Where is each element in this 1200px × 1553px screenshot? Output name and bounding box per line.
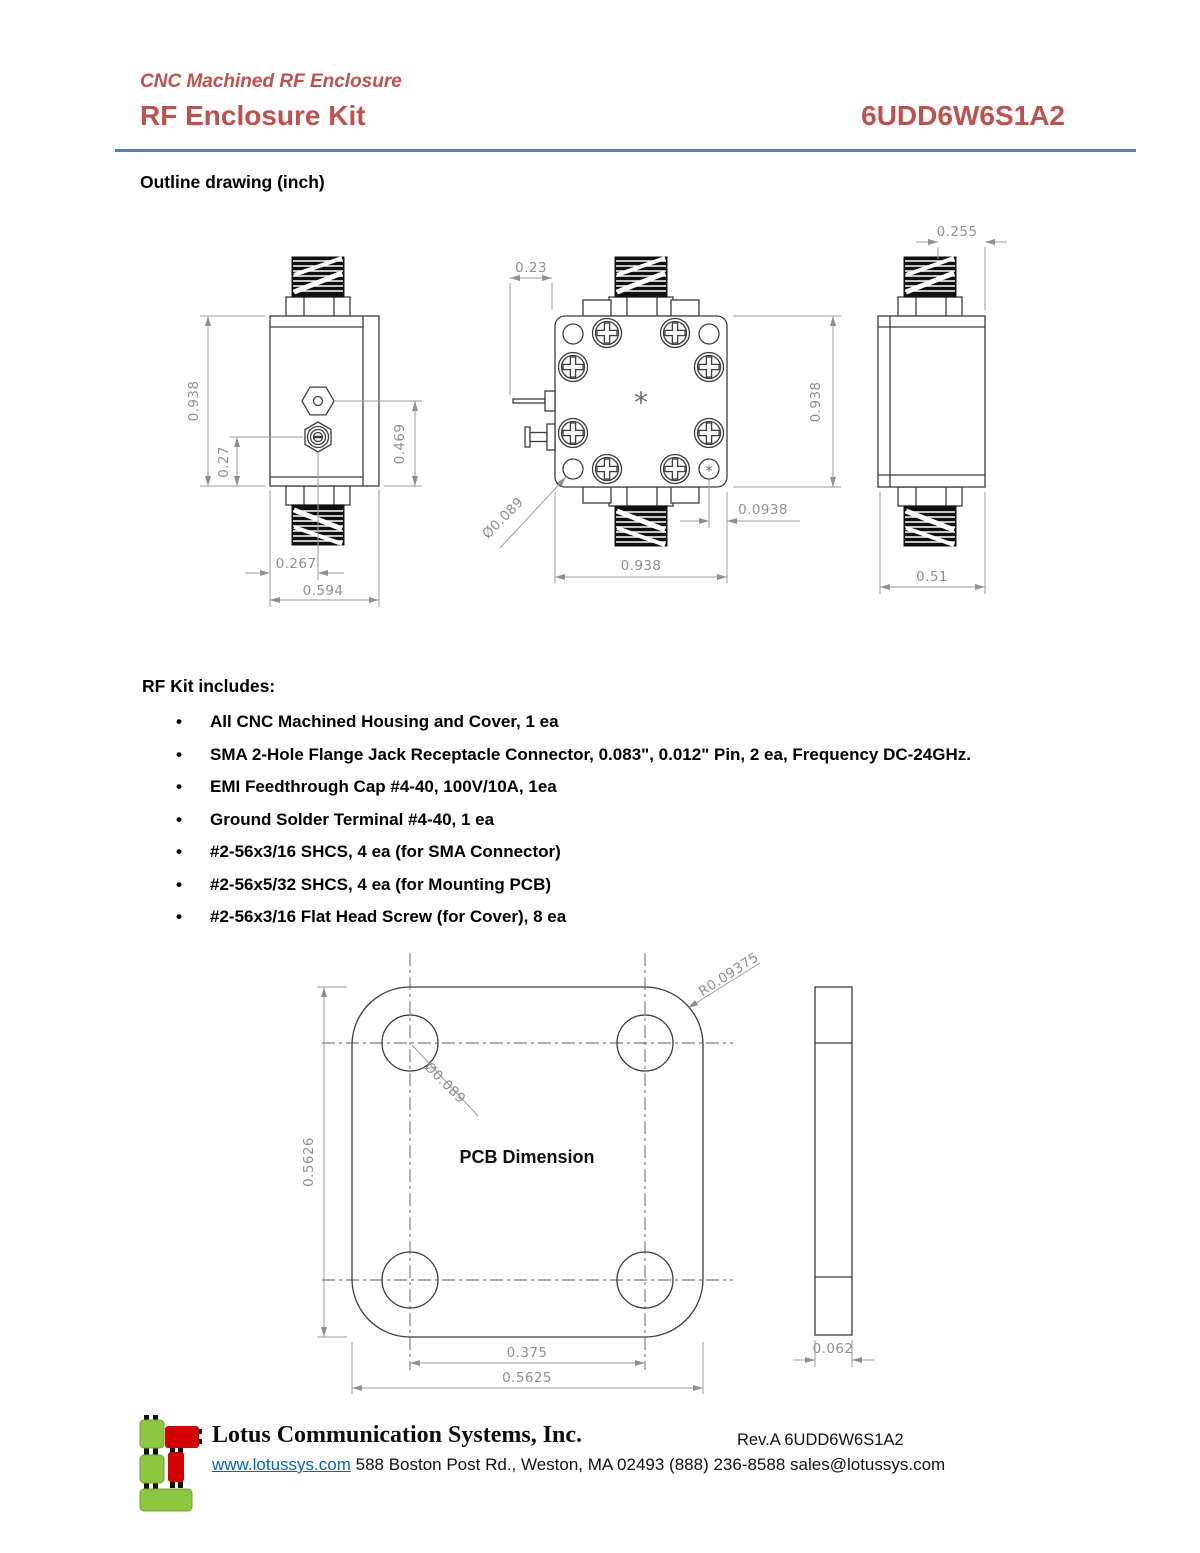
footer-revision: Rev.A 6UDD6W6S1A2 [737, 1431, 904, 1449]
kit-item [176, 875, 1156, 895]
bullet-icon: • [176, 907, 182, 926]
pcb-label: PCB Dimension [459, 1147, 595, 1167]
kit-item [176, 777, 1156, 797]
dim-side-emi-offset: 0.27 [216, 446, 232, 478]
dim-side-height: 0.938 [186, 380, 202, 422]
kit-item [176, 907, 1156, 927]
end-view [878, 224, 1007, 594]
dim-pcb-hole-dia: Ø0.089 [420, 1059, 469, 1108]
kit-item-text: Ground Solder Terminal #4-40, 1 ea [210, 809, 495, 829]
bullet-icon: • [176, 842, 182, 861]
kit-list [176, 712, 1156, 940]
kit-heading: RF Kit includes: [142, 676, 276, 696]
company-logo-icon [138, 1414, 208, 1514]
pcb-drawing [0, 945, 1200, 1400]
header-divider [115, 149, 1136, 152]
top-view [479, 257, 841, 583]
footer-contact-line [212, 1455, 945, 1475]
kit-item-text: #2-56x5/32 SHCS, 4 ea (for Mounting PCB) [210, 874, 552, 894]
dim-pcb-height: 0.5626 [301, 1137, 317, 1187]
kit-item [176, 810, 1156, 830]
footer-address: 588 Boston Post Rd., Weston, MA 02493 (888) 236-8588 sales@lotussys.com [355, 1455, 946, 1474]
footer-company-name: Lotus Communication Systems, Inc. [212, 1422, 583, 1448]
pcb-side-profile [815, 987, 852, 1335]
website-link[interactable]: www.lotussys.com [212, 1455, 351, 1474]
dim-pcb-thickness: 0.062 [812, 1341, 854, 1357]
dim-side-ground-offset: 0.469 [392, 423, 408, 465]
kit-item-text: SMA 2-Hole Flange Jack Receptacle Connector, 0.083", 0.012" Pin, 2 ea, Frequency DC-24GHz. [210, 744, 971, 764]
dim-top-hole-dia: Ø0.089 [479, 494, 528, 543]
bullet-icon: • [176, 809, 182, 829]
kit-item-text: All CNC Machined Housing and Cover, 1 ea [210, 712, 559, 731]
kit-item [176, 745, 1156, 765]
dim-top-width: 0.938 [620, 558, 662, 574]
bullet-icon: • [176, 874, 182, 894]
dim-end-width: 0.51 [916, 569, 948, 585]
outline-heading: Outline drawing (inch) [140, 172, 325, 192]
doc-subtitle: CNC Machined RF Enclosure [140, 71, 402, 92]
bullet-icon: • [176, 744, 182, 764]
kit-item [176, 842, 1156, 862]
corner-mark: * [705, 462, 713, 480]
kit-item-text: #2-56x3/16 Flat Head Screw (for Cover), 8 ea [210, 907, 567, 926]
dim-side-width: 0.594 [302, 583, 344, 599]
side-view [186, 257, 422, 607]
kit-item [176, 712, 1156, 732]
dim-top-pin-offset: 0.23 [515, 260, 547, 276]
dim-end-connector-offset: 0.255 [936, 224, 978, 240]
dim-top-height: 0.938 [808, 381, 824, 423]
kit-item-text: #2-56x3/16 SHCS, 4 ea (for SMA Connector) [210, 842, 561, 861]
part-number: 6UDD6W6S1A2 [861, 100, 1065, 131]
dim-top-corner-offset: 0.0938 [738, 502, 788, 518]
outline-drawing [0, 205, 1200, 645]
bullet-icon: • [176, 712, 182, 731]
dim-pcb-hole-pitch: 0.375 [506, 1345, 548, 1361]
doc-title: RF Enclosure Kit [140, 100, 366, 131]
dim-pcb-corner-radius: R0.09375 [695, 949, 762, 1000]
dim-side-hole-offset: 0.267 [275, 556, 317, 572]
kit-item-text: EMI Feedthrough Cap #4-40, 100V/10A, 1ea [210, 777, 557, 796]
bullet-icon: • [176, 777, 182, 796]
center-mark: * [634, 386, 648, 419]
dim-pcb-width: 0.5625 [502, 1370, 552, 1386]
